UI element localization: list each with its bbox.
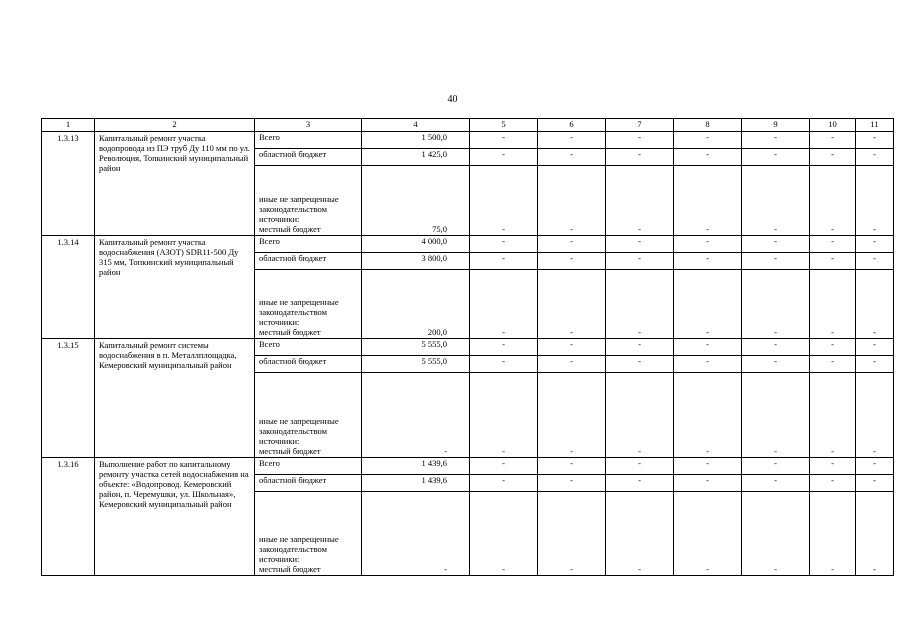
- empty-value-cell: -: [470, 373, 538, 458]
- source-other-cell: [255, 373, 362, 458]
- empty-value-cell: -: [674, 492, 742, 576]
- source-local-label: местный бюджет: [259, 446, 321, 456]
- empty-value-cell: -: [856, 458, 894, 475]
- empty-value-cell: -: [470, 253, 538, 270]
- source-local-label: местный бюджет: [259, 564, 321, 574]
- empty-value-cell: -: [674, 270, 742, 339]
- source-other-cell: [255, 166, 362, 236]
- empty-value-cell: -: [538, 236, 606, 253]
- source-total-label: Всего: [255, 132, 362, 149]
- table-row: [42, 132, 894, 149]
- empty-value-cell: -: [538, 166, 606, 236]
- empty-value-cell: -: [538, 475, 606, 492]
- local-value: -: [362, 373, 470, 458]
- empty-value-cell: -: [470, 270, 538, 339]
- source-total-label: Всего: [255, 458, 362, 475]
- source-other-cell: [255, 492, 362, 576]
- regional-value: 3 800,0: [362, 253, 470, 270]
- table-row: [42, 458, 894, 475]
- empty-value-cell: -: [742, 236, 810, 253]
- empty-value-cell: -: [742, 253, 810, 270]
- empty-value-cell: -: [810, 253, 856, 270]
- total-value: 1 500,0: [362, 132, 470, 149]
- source-total-label: Всего: [255, 339, 362, 356]
- empty-value-cell: -: [856, 492, 894, 576]
- empty-value-cell: -: [606, 373, 674, 458]
- source-other-label: иные не запрещенные законодательством источники:: [259, 194, 339, 224]
- empty-value-cell: -: [538, 458, 606, 475]
- total-value: 4 000,0: [362, 236, 470, 253]
- empty-value-cell: -: [538, 356, 606, 373]
- empty-value-cell: -: [742, 166, 810, 236]
- source-regional-label: областной бюджет: [255, 356, 362, 373]
- header-cell: 8: [674, 119, 742, 132]
- empty-value-cell: -: [742, 339, 810, 356]
- empty-value-cell: -: [606, 166, 674, 236]
- empty-value-cell: -: [742, 475, 810, 492]
- row-description: Капитальный ремонт участка водоснабжения (АЗОТ) SDR11-500 Ду 315 мм, Топкинский муниципальный район: [95, 236, 255, 339]
- regional-value: 1 439,6: [362, 475, 470, 492]
- table-row: [42, 339, 894, 356]
- empty-value-cell: -: [538, 149, 606, 166]
- empty-value-cell: -: [470, 492, 538, 576]
- regional-value: 5 555,0: [362, 356, 470, 373]
- total-value: 5 555,0: [362, 339, 470, 356]
- source-other-label: иные не запрещенные законодательством источники:: [259, 297, 339, 327]
- local-value: 75,0: [362, 166, 470, 236]
- header-cell: 7: [606, 119, 674, 132]
- empty-value-cell: -: [606, 132, 674, 149]
- empty-value-cell: -: [742, 492, 810, 576]
- empty-value-cell: -: [810, 373, 856, 458]
- empty-value-cell: -: [470, 166, 538, 236]
- empty-value-cell: -: [674, 356, 742, 373]
- empty-value-cell: -: [606, 475, 674, 492]
- empty-value-cell: -: [810, 356, 856, 373]
- header-cell: 3: [255, 119, 362, 132]
- empty-value-cell: -: [810, 132, 856, 149]
- empty-value-cell: -: [674, 339, 742, 356]
- empty-value-cell: -: [470, 475, 538, 492]
- empty-value-cell: -: [810, 475, 856, 492]
- empty-value-cell: -: [606, 149, 674, 166]
- source-local-label: местный бюджет: [259, 224, 321, 234]
- empty-value-cell: -: [810, 149, 856, 166]
- empty-value-cell: -: [742, 356, 810, 373]
- empty-value-cell: -: [606, 492, 674, 576]
- source-regional-label: областной бюджет: [255, 149, 362, 166]
- empty-value-cell: -: [742, 132, 810, 149]
- regional-value: 1 425,0: [362, 149, 470, 166]
- empty-value-cell: -: [856, 339, 894, 356]
- empty-value-cell: -: [674, 253, 742, 270]
- empty-value-cell: -: [810, 339, 856, 356]
- empty-value-cell: -: [538, 270, 606, 339]
- empty-value-cell: -: [856, 132, 894, 149]
- empty-value-cell: -: [810, 492, 856, 576]
- source-other-label: иные не запрещенные законодательством источники:: [259, 534, 339, 564]
- row-code: 1.3.15: [42, 339, 95, 458]
- row-description: Капитальный ремонт системы водоснабжения в п. Металлплощадка, Кемеровский муниципальный район: [95, 339, 255, 458]
- empty-value-cell: -: [470, 236, 538, 253]
- empty-value-cell: -: [810, 458, 856, 475]
- empty-value-cell: -: [856, 356, 894, 373]
- empty-value-cell: -: [810, 166, 856, 236]
- empty-value-cell: -: [674, 132, 742, 149]
- empty-value-cell: -: [742, 149, 810, 166]
- empty-value-cell: -: [538, 373, 606, 458]
- empty-value-cell: -: [742, 270, 810, 339]
- empty-value-cell: -: [606, 339, 674, 356]
- row-code: 1.3.16: [42, 458, 95, 576]
- budget-table: [41, 118, 894, 576]
- empty-value-cell: -: [810, 270, 856, 339]
- empty-value-cell: -: [470, 339, 538, 356]
- source-regional-label: областной бюджет: [255, 475, 362, 492]
- empty-value-cell: -: [856, 166, 894, 236]
- empty-value-cell: -: [674, 475, 742, 492]
- empty-value-cell: -: [538, 492, 606, 576]
- empty-value-cell: -: [856, 236, 894, 253]
- header-cell: 6: [538, 119, 606, 132]
- empty-value-cell: -: [470, 458, 538, 475]
- empty-value-cell: -: [606, 458, 674, 475]
- source-local-label: местный бюджет: [259, 327, 321, 337]
- empty-value-cell: -: [606, 253, 674, 270]
- page-number: 40: [447, 94, 458, 105]
- header-cell: 9: [742, 119, 810, 132]
- empty-value-cell: -: [606, 356, 674, 373]
- row-description: Выполнение работ по капитальному ремонту участка сетей водоснабжения на объекте: «Водопровод. Кемеровский район, п. Черемушки, ул. Школьная», Кемеровский муниципальный район: [95, 458, 255, 576]
- empty-value-cell: -: [470, 132, 538, 149]
- empty-value-cell: -: [856, 149, 894, 166]
- empty-value-cell: -: [674, 373, 742, 458]
- header-cell: 11: [856, 119, 894, 132]
- table-row: [42, 236, 894, 253]
- empty-value-cell: -: [674, 149, 742, 166]
- header-cell: 4: [362, 119, 470, 132]
- local-value: 200,0: [362, 270, 470, 339]
- total-value: 1 439,6: [362, 458, 470, 475]
- header-row: [42, 119, 894, 132]
- empty-value-cell: -: [742, 373, 810, 458]
- header-cell: 10: [810, 119, 856, 132]
- empty-value-cell: -: [606, 236, 674, 253]
- empty-value-cell: -: [470, 149, 538, 166]
- empty-value-cell: -: [856, 270, 894, 339]
- local-value: -: [362, 492, 470, 576]
- empty-value-cell: -: [538, 339, 606, 356]
- empty-value-cell: -: [538, 253, 606, 270]
- row-code: 1.3.14: [42, 236, 95, 339]
- empty-value-cell: -: [674, 458, 742, 475]
- empty-value-cell: -: [606, 270, 674, 339]
- empty-value-cell: -: [856, 475, 894, 492]
- header-cell: 2: [95, 119, 255, 132]
- empty-value-cell: -: [810, 236, 856, 253]
- header-cell: 5: [470, 119, 538, 132]
- empty-value-cell: -: [742, 458, 810, 475]
- source-total-label: Всего: [255, 236, 362, 253]
- source-regional-label: областной бюджет: [255, 253, 362, 270]
- row-description: Капитальный ремонт участка водопровода из ПЭ труб Ду 110 мм по ул. Революция, Топкинский муниципальный район: [95, 132, 255, 236]
- empty-value-cell: -: [856, 373, 894, 458]
- row-code: 1.3.13: [42, 132, 95, 236]
- empty-value-cell: -: [538, 132, 606, 149]
- empty-value-cell: -: [470, 356, 538, 373]
- empty-value-cell: -: [674, 166, 742, 236]
- source-other-cell: [255, 270, 362, 339]
- header-cell: 1: [42, 119, 95, 132]
- source-other-label: иные не запрещенные законодательством источники:: [259, 416, 339, 446]
- empty-value-cell: -: [674, 236, 742, 253]
- empty-value-cell: -: [856, 253, 894, 270]
